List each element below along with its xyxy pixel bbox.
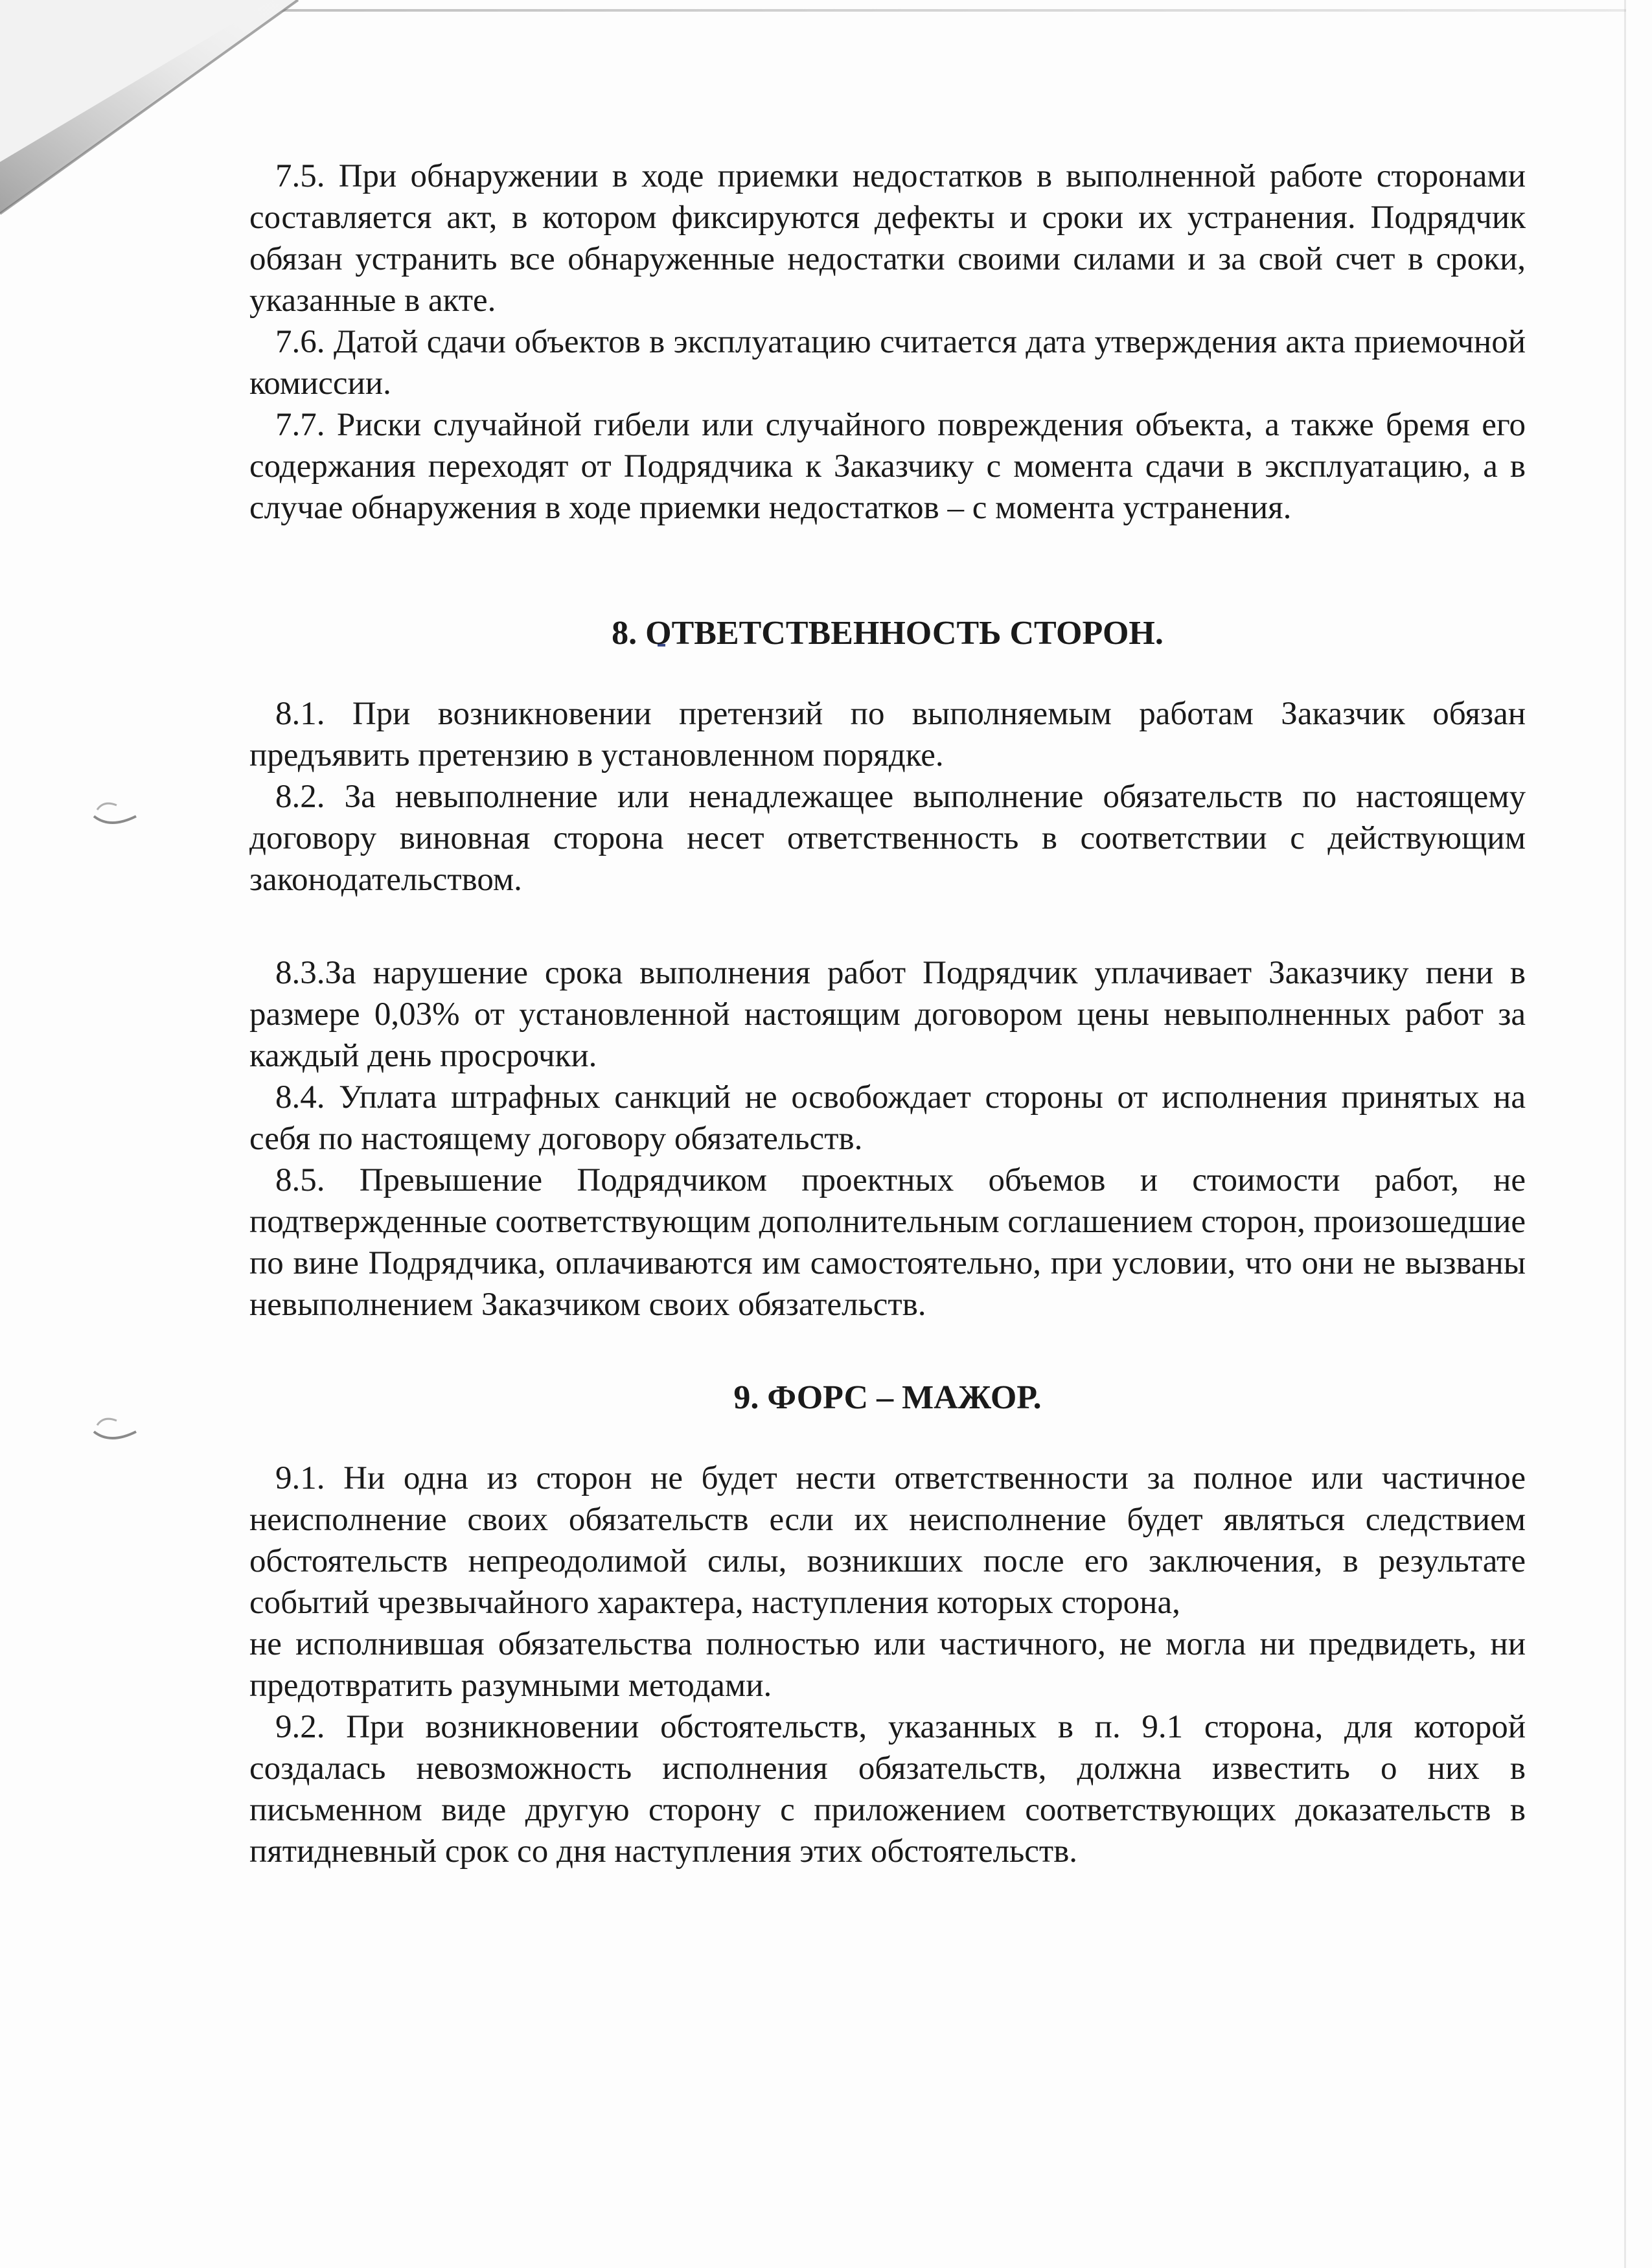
clause-8-1: 8.1. При возникновении претензий по выполняемым работам Заказчик обязан предъявить претензию в установленном порядке.	[249, 696, 1526, 773]
spacer	[249, 654, 1526, 693]
section-title-liability: 8. ОТВЕТСТВЕННОСТЬ СТОРОН.	[612, 615, 1164, 652]
clause-8-4: 8.4. Уплата штрафных санкций не освобождает стороны от исполнения принятых на себя по настоящему договору обязательств.	[249, 1079, 1526, 1157]
clause-8-5: 8.5. Превышение Подрядчиком проектных объемов и стоимости работ, не подтвержденные соответствующим дополнительным соглашением сторон, произошедшие по вине Подрядчика, оплачиваются им самостоятельно, при условии, что они не вызваны невыполнением Заказчиком своих обязательств.	[249, 1162, 1526, 1323]
spacer	[249, 1325, 1526, 1377]
clause-7-7: 7.7. Риски случайной гибели или случайного повреждения объекта, а также бремя его содержания переходят от Подрядчика к Заказчику с момента сдачи в эксплуатацию, а в случае обнаружения в ходе приемки недостатков – с момента устранения.	[249, 407, 1526, 526]
spacer	[249, 1419, 1526, 1458]
clause-9-2: 9.2. При возникновении обстоятельств, указанных в п. 9.1 сторона, для которой создалась невозможность исполнения обязательств, должна известить о них в письменном виде другую сторону с приложением соответствующих доказательств в пятидневный срок со дня наступления этих обстоятельств.	[249, 1709, 1526, 1870]
clause-8-2: 8.2. За невыполнение или ненадлежащее выполнение обязательств по настоящему договору виновная сторона несет ответственность в соответствии с действующим законодательством.	[249, 779, 1526, 898]
spacer	[249, 900, 1526, 952]
clause-9-1-continued: не исполнившая обязательства полностью или частичного, не могла ни предвидеть, ни предотвратить разумными методами.	[249, 1626, 1526, 1704]
clause-7-5: 7.5. При обнаружении в ходе приемки недостатков в выполненной работе сторонами составляется акт, в котором фиксируются дефекты и сроки их устранения. Подрядчик обязан устранить все обнаруженные недостатки своими силами и за свой счет в сроки, указанные в акте.	[249, 158, 1526, 319]
document-body	[249, 155, 1526, 1872]
punch-hole-mark	[91, 794, 143, 832]
punch-hole-mark	[91, 1409, 143, 1448]
scan-edge-top	[272, 9, 1626, 12]
scan-edge-right	[1624, 0, 1626, 2268]
clause-8-3: 8.3.За нарушение срока выполнения работ Подрядчик уплачивает Заказчику пени в размере 0,03% от установленной настоящим договором цены невыполненных работ за каждый день просрочки.	[249, 955, 1526, 1074]
clause-7-6: 7.6. Датой сдачи объектов в эксплуатацию считается дата утверждения акта приемочной комиссии.	[249, 324, 1526, 402]
spacer	[249, 529, 1526, 613]
clause-9-1: 9.1. Ни одна из сторон не будет нести ответственности за полное или частичное неисполнение своих обязательств если их неисполнение будет являться следствием обстоятельств непреодолимой силы, возникших после его заключения, в результате событий чрезвычайного характера, наступления которых сторона,	[249, 1460, 1526, 1621]
section-title-force-majeure: 9. ФОРС – МАЖОР.	[733, 1379, 1042, 1416]
